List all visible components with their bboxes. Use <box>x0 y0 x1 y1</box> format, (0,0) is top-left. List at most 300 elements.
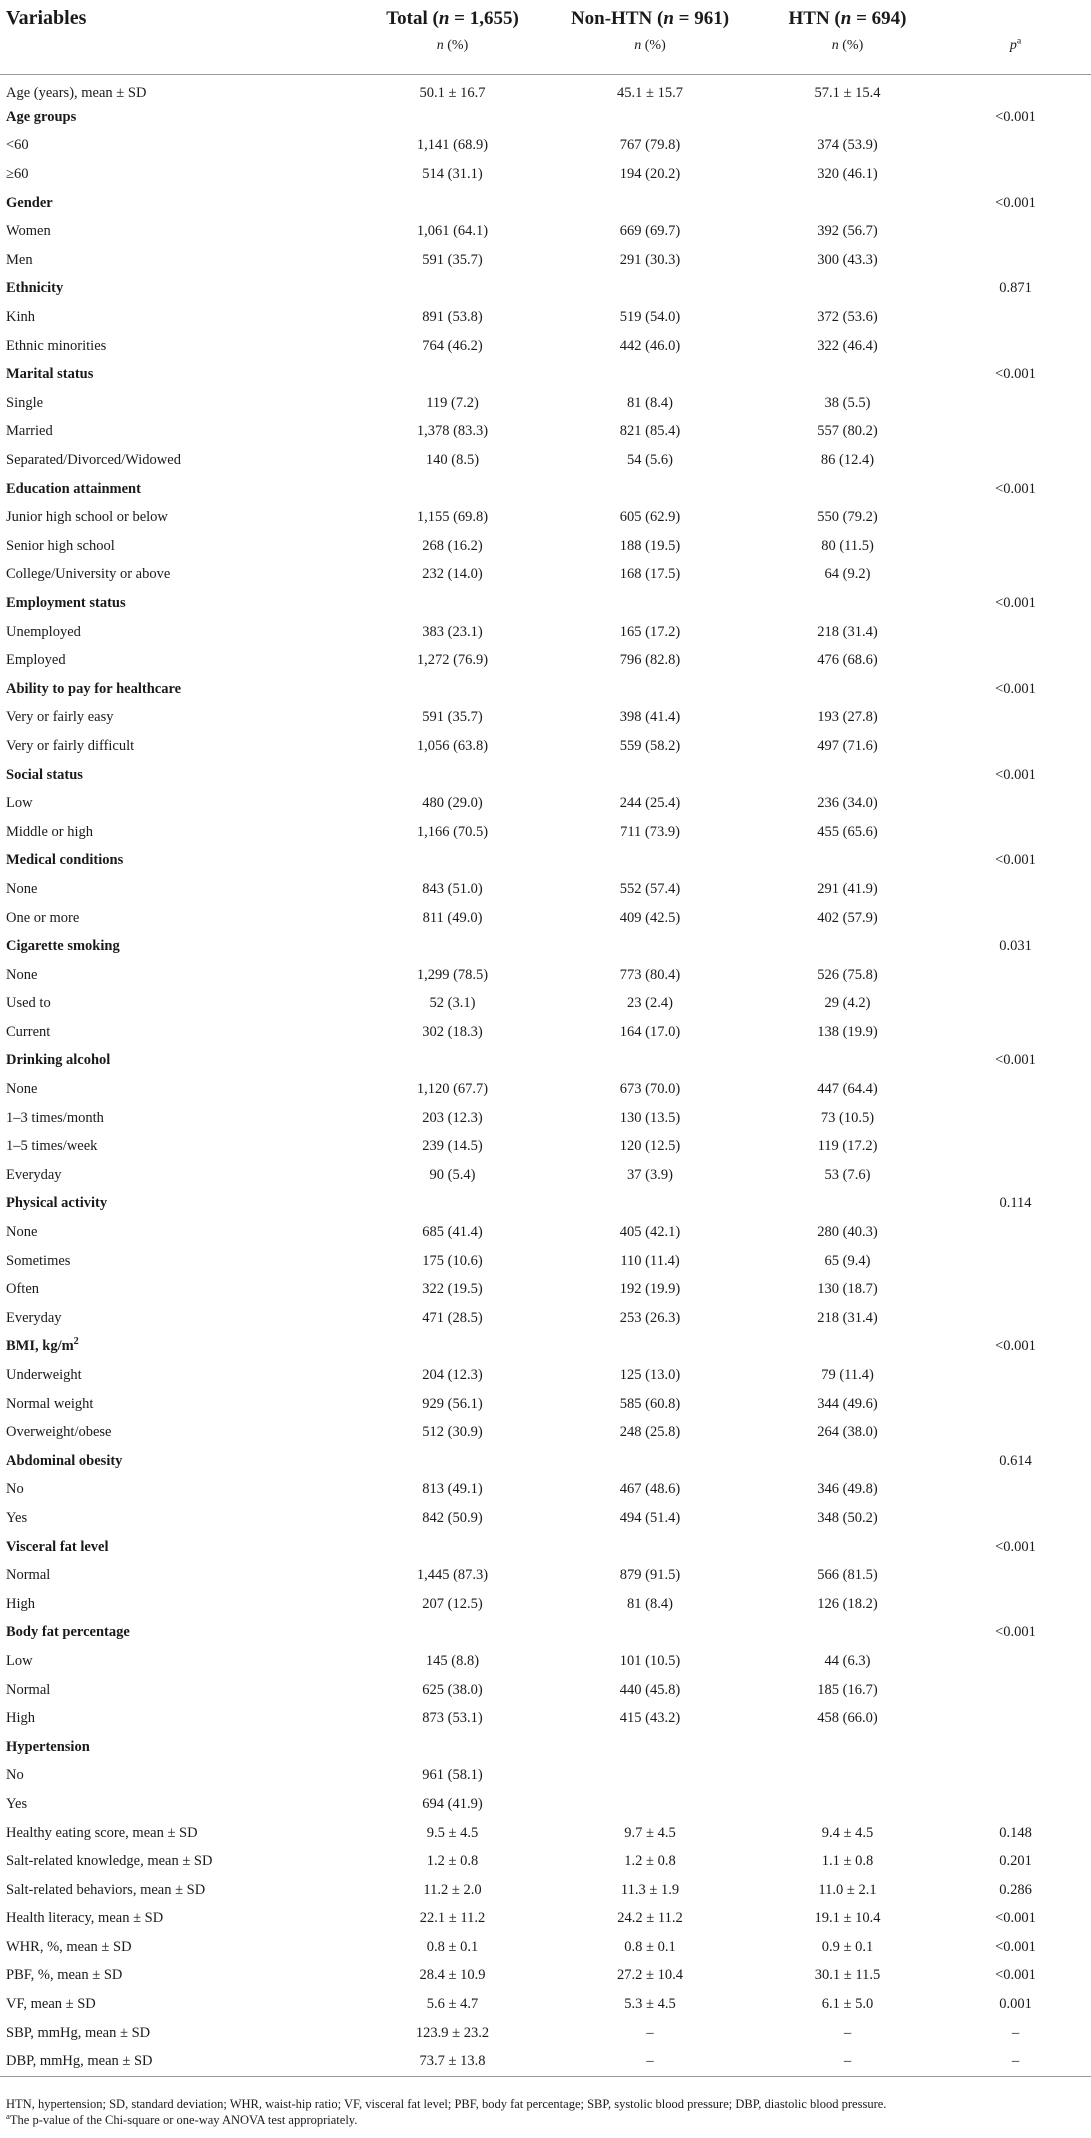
cell-total: 52 (3.1) <box>429 995 476 1012</box>
row-label: 1–5 times/week <box>6 1138 98 1155</box>
cell-non-htn <box>545 189 755 218</box>
row-label: Gender <box>6 194 53 211</box>
cell-htn: 73 (10.5) <box>820 1109 875 1126</box>
cell-p-value: <0.001 <box>995 1538 1036 1555</box>
subheader-total-n-pct: n (%) <box>360 32 545 75</box>
footnotes <box>6 2096 886 2128</box>
cell-total <box>360 360 545 389</box>
row-label: Ethnic minorities <box>6 337 107 354</box>
header-empty <box>940 0 1091 32</box>
cell-non-htn <box>545 761 755 790</box>
cell-p-value: <0.001 <box>995 1967 1036 1984</box>
cell-p-value <box>940 446 1091 475</box>
table-row <box>0 160 1091 189</box>
row-label: Salt-related knowledge, mean ± SD <box>6 1853 213 1870</box>
cell-htn <box>755 1733 940 1762</box>
cell-non-htn: 711 (73.9) <box>620 823 680 840</box>
table-row <box>0 1275 1091 1304</box>
cell-htn: 497 (71.6) <box>817 737 878 754</box>
cell-p-value: <0.001 <box>995 680 1036 697</box>
cell-htn: 65 (9.4) <box>824 1252 871 1269</box>
cell-total <box>360 847 545 876</box>
cell-non-htn: 45.1 ± 15.7 <box>617 84 683 101</box>
cell-htn <box>755 932 940 961</box>
cell-total: 22.1 ± 11.2 <box>419 1910 486 1927</box>
row-label: VF, mean ± SD <box>6 1996 96 2013</box>
row-label: DBP, mmHg, mean ± SD <box>0 2047 360 2076</box>
cell-non-htn: 248 (25.8) <box>619 1424 681 1441</box>
table-row <box>0 847 1091 876</box>
table-row <box>0 1333 1091 1362</box>
cell-htn: 38 (5.5) <box>824 394 871 411</box>
cell-htn <box>755 1047 940 1076</box>
cell-p-value <box>940 1561 1091 1590</box>
cell-total: 322 (19.5) <box>422 1281 483 1298</box>
table-row <box>0 217 1091 246</box>
row-label: Senior high school <box>6 537 115 554</box>
row-label: Yes <box>6 1509 28 1526</box>
cell-non-htn <box>545 1333 755 1362</box>
table-row <box>0 761 1091 790</box>
header-non-htn: Non-HTN (n = 961) <box>570 8 730 29</box>
row-label: Underweight <box>6 1367 82 1384</box>
cell-total <box>360 1447 545 1476</box>
row-label: Very or fairly easy <box>6 709 114 726</box>
table-row <box>0 1933 1091 1962</box>
row-label: ≥60 <box>6 166 29 183</box>
cell-htn: 80 (11.5) <box>821 537 874 554</box>
row-label: None <box>6 880 38 897</box>
table-row <box>0 1762 1091 1791</box>
subheader-p-value: $p^a$ <box>940 32 1091 75</box>
cell-p-value: <0.001 <box>995 766 1036 783</box>
cell-htn: 557 (80.2) <box>817 423 878 440</box>
cell-non-htn: 0.8 ± 0.1 <box>624 1938 676 1955</box>
cell-p-value <box>940 1790 1091 1819</box>
row-label: Often <box>6 1281 40 1298</box>
cell-non-htn <box>545 1619 755 1648</box>
table-row <box>0 932 1091 961</box>
row-label: Normal weight <box>6 1395 94 1412</box>
cell-total: 268 (16.2) <box>422 537 483 554</box>
cell-p-value <box>940 1476 1091 1505</box>
row-label: SBP, mmHg, mean ± SD <box>6 2024 151 2041</box>
cell-htn: 30.1 ± 11.5 <box>814 1967 881 1984</box>
row-label: None <box>6 966 38 983</box>
row-label: Kinh <box>6 309 35 326</box>
cell-htn: 374 (53.9) <box>817 137 878 154</box>
row-label: Cigarette smoking <box>6 938 120 955</box>
cell-htn <box>755 1533 940 1562</box>
cell-htn: 280 (40.3) <box>817 1224 878 1241</box>
table-row <box>0 246 1091 275</box>
table-row <box>0 189 1091 218</box>
cell-total <box>360 1533 545 1562</box>
table-row <box>0 1304 1091 1333</box>
cell-htn: 130 (18.7) <box>817 1281 878 1298</box>
cell-total: 119 (7.2) <box>426 394 479 411</box>
row-label: None <box>6 1224 38 1241</box>
table-row <box>0 475 1091 504</box>
row-label: Single <box>6 394 44 411</box>
row-label: BMI, $kg/m^2$ <box>6 1336 79 1355</box>
cell-p-value <box>940 1218 1091 1247</box>
row-label: Marital status <box>6 366 94 383</box>
cell-p-value <box>940 132 1091 161</box>
row-label: Age groups <box>6 108 77 125</box>
cell-non-htn: 188 (19.5) <box>619 537 681 554</box>
cell-total: 207 (12.5) <box>422 1595 483 1612</box>
row-label: No <box>6 1481 24 1498</box>
cell-non-htn <box>545 103 755 132</box>
table-row <box>0 2019 1091 2048</box>
row-label: Used to <box>6 995 51 1012</box>
footnote-a: $^a$The p-value of the Chi-square or one-way ANOVA test appropriately. <box>6 2110 358 2127</box>
cell-p-value: 0.286 <box>999 1881 1032 1898</box>
cell-htn: 1.1 ± 0.8 <box>821 1853 874 1870</box>
table-row <box>0 1390 1091 1419</box>
cell-non-htn: 24.2 ± 11.2 <box>617 1910 683 1927</box>
row-label: Unemployed <box>6 623 81 640</box>
cell-total: 764 (46.2) <box>422 337 483 354</box>
cell-p-value <box>940 1504 1091 1533</box>
cell-htn <box>755 1790 940 1819</box>
cell-p-value <box>940 1390 1091 1419</box>
cell-htn: 346 (49.8) <box>817 1481 878 1498</box>
row-label: WHR, %, mean ± SD <box>6 1938 132 1955</box>
cell-total: 891 (53.8) <box>422 309 483 326</box>
cell-total <box>360 932 545 961</box>
cell-total: 625 (38.0) <box>422 1681 483 1698</box>
cell-non-htn <box>545 275 755 304</box>
cell-non-htn: 821 (85.4) <box>619 423 681 440</box>
cell-p-value <box>940 389 1091 418</box>
cell-p-value <box>940 618 1091 647</box>
table-row <box>0 303 1091 332</box>
row-label: Junior high school or below <box>6 509 168 526</box>
cell-htn: 185 (16.7) <box>817 1681 878 1698</box>
row-label: High <box>6 1710 35 1727</box>
table-row <box>0 1790 1091 1819</box>
cell-total: 204 (12.3) <box>422 1367 483 1384</box>
row-label: Healthy eating score, mean ± SD <box>6 1824 198 1841</box>
cell-p-value <box>940 1275 1091 1304</box>
cell-non-htn <box>545 1447 755 1476</box>
cell-total: 1,056 (63.8) <box>416 737 489 754</box>
table-row <box>0 1361 1091 1390</box>
cell-p-value <box>940 1418 1091 1447</box>
cell-total: 1,378 (83.3) <box>416 423 489 440</box>
cell-htn: 550 (79.2) <box>817 509 878 526</box>
cell-p-value <box>940 246 1091 275</box>
cell-total: 73.7 ± 13.8 <box>360 2047 545 2076</box>
cell-htn: 236 (34.0) <box>817 795 878 812</box>
cell-total: 480 (29.0) <box>422 795 483 812</box>
cell-total: 1,120 (67.7) <box>416 1081 489 1098</box>
cell-p-value: <0.001 <box>995 480 1036 497</box>
cell-total: 514 (31.1) <box>422 166 483 183</box>
row-label: Married <box>6 423 53 440</box>
cell-htn: 57.1 ± 15.4 <box>814 84 881 101</box>
table-row <box>0 2047 1091 2076</box>
cell-non-htn: 130 (13.5) <box>619 1109 681 1126</box>
cell-non-htn: 552 (57.4) <box>619 880 681 897</box>
cell-non-htn: 669 (69.7) <box>619 223 681 240</box>
cell-non-htn: 519 (54.0) <box>619 309 681 326</box>
cell-htn: 447 (64.4) <box>817 1081 878 1098</box>
cell-htn: 119 (17.2) <box>817 1138 878 1155</box>
cell-non-htn <box>545 847 755 876</box>
cell-p-value: 0.114 <box>999 1195 1032 1212</box>
cell-p-value <box>940 1704 1091 1733</box>
row-label: PBF, %, mean ± SD <box>6 1967 123 1984</box>
table-row <box>0 1590 1091 1619</box>
row-label: Visceral fat level <box>6 1538 109 1555</box>
cell-p-value: <0.001 <box>995 1910 1036 1927</box>
cell-non-htn: 125 (13.0) <box>619 1367 681 1384</box>
cell-total: 0.8 ± 0.1 <box>426 1938 479 1955</box>
cell-non-htn <box>545 1733 755 1762</box>
row-label: Overweight/obese <box>6 1424 112 1441</box>
cell-non-htn: 164 (17.0) <box>619 1023 681 1040</box>
cell-p-value <box>940 1247 1091 1276</box>
header-htn: HTN (n = 694) <box>788 8 907 29</box>
cell-htn <box>755 847 940 876</box>
row-label: Employed <box>6 652 66 669</box>
cell-non-htn: 194 (20.2) <box>619 166 681 183</box>
subheader-empty <box>0 32 360 75</box>
cell-p-value: <0.001 <box>995 594 1036 611</box>
row-label: Low <box>6 1652 33 1669</box>
header-row <box>0 0 1091 32</box>
cell-htn: 44 (6.3) <box>824 1652 871 1669</box>
cell-non-htn: 398 (41.4) <box>619 709 681 726</box>
cell-p-value <box>940 1647 1091 1676</box>
table-row <box>0 704 1091 733</box>
cell-non-htn: 5.3 ± 4.5 <box>624 1996 676 2013</box>
table-row <box>0 1132 1091 1161</box>
cell-htn: 348 (50.2) <box>817 1509 878 1526</box>
cell-htn: 455 (65.6) <box>817 823 878 840</box>
cell-htn: 193 (27.8) <box>817 709 878 726</box>
cell-non-htn <box>545 1190 755 1219</box>
table-row <box>0 1018 1091 1047</box>
cell-total <box>360 761 545 790</box>
table-row <box>0 1876 1091 1905</box>
cell-htn <box>755 189 940 218</box>
cell-total <box>360 275 545 304</box>
cell-non-htn: 605 (62.9) <box>619 509 681 526</box>
cell-total <box>360 589 545 618</box>
cell-htn: 126 (18.2) <box>817 1595 878 1612</box>
row-label: Body fat percentage <box>6 1624 130 1641</box>
table-row <box>0 875 1091 904</box>
cell-total: 813 (49.1) <box>422 1481 483 1498</box>
row-label: Drinking alcohol <box>6 1052 111 1069</box>
cell-total: 873 (53.1) <box>422 1710 483 1727</box>
cell-htn: 0.9 ± 0.1 <box>821 1938 874 1955</box>
cell-p-value <box>940 1361 1091 1390</box>
cell-non-htn: – <box>646 2024 654 2041</box>
cell-p-value <box>940 1590 1091 1619</box>
cell-p-value <box>940 1676 1091 1705</box>
table-row <box>0 1704 1091 1733</box>
cell-htn: 402 (57.9) <box>817 909 878 926</box>
table-row <box>0 1905 1091 1934</box>
cell-non-htn: 168 (17.5) <box>619 566 681 583</box>
cell-non-htn: 773 (80.4) <box>619 966 681 983</box>
cell-p-value <box>940 1161 1091 1190</box>
cell-htn <box>755 1762 940 1791</box>
row-label: Education attainment <box>6 480 141 497</box>
cell-total: 383 (23.1) <box>422 623 483 640</box>
row-label: High <box>6 1595 35 1612</box>
subheader-non-htn-n-pct: n (%) <box>545 32 755 75</box>
header-total: Total (n = 1,655) <box>386 8 519 29</box>
cell-htn: 458 (66.0) <box>817 1710 878 1727</box>
cell-total: 50.1 ± 16.7 <box>419 84 486 101</box>
cell-total: 11.2 ± 2.0 <box>423 1881 482 1898</box>
cell-non-htn: 120 (12.5) <box>619 1138 681 1155</box>
table-row <box>0 1533 1091 1562</box>
cell-htn: 138 (19.9) <box>817 1023 878 1040</box>
cell-total: 140 (8.5) <box>425 452 480 469</box>
cell-total: 90 (5.4) <box>429 1166 476 1183</box>
table-row <box>0 103 1091 132</box>
cell-non-htn: 253 (26.3) <box>619 1309 681 1326</box>
cell-non-htn: 440 (45.8) <box>619 1681 681 1698</box>
cell-non-htn: 110 (11.4) <box>620 1252 680 1269</box>
cell-htn <box>755 1190 940 1219</box>
table-row <box>0 1418 1091 1447</box>
cell-non-htn: 415 (43.2) <box>619 1710 681 1727</box>
cell-non-htn: 405 (42.1) <box>619 1224 681 1241</box>
cell-htn <box>755 275 940 304</box>
table-row <box>0 1075 1091 1104</box>
table-row <box>0 532 1091 561</box>
row-label: Hypertension <box>6 1738 90 1755</box>
cell-total <box>360 1733 545 1762</box>
cell-total: 28.4 ± 10.9 <box>419 1967 486 1984</box>
cell-p-value <box>940 1018 1091 1047</box>
table-row <box>0 360 1091 389</box>
cell-htn: 392 (56.7) <box>817 223 878 240</box>
cell-p-value <box>940 1733 1091 1762</box>
row-label: One or more <box>6 909 80 926</box>
cell-htn: 218 (31.4) <box>817 623 878 640</box>
table-row <box>0 332 1091 361</box>
cell-non-htn: 291 (30.3) <box>619 251 681 268</box>
cell-non-htn <box>545 1790 755 1819</box>
cell-total: 239 (14.5) <box>422 1138 483 1155</box>
cell-total: 842 (50.9) <box>422 1509 483 1526</box>
table-row <box>0 1647 1091 1676</box>
table-row <box>0 990 1091 1019</box>
row-label: Health literacy, mean ± SD <box>6 1910 164 1927</box>
row-label: College/University or above <box>6 566 171 583</box>
subheader-row <box>0 32 1091 75</box>
table-row <box>0 904 1091 933</box>
cell-p-value <box>940 990 1091 1019</box>
table-row <box>0 503 1091 532</box>
table-row <box>0 1104 1091 1133</box>
cell-non-htn <box>545 1047 755 1076</box>
cell-total: 1,061 (64.1) <box>416 223 489 240</box>
cell-p-value <box>940 704 1091 733</box>
cell-htn: 19.1 ± 10.4 <box>814 1910 881 1927</box>
cell-non-htn: 11.3 ± 1.9 <box>620 1881 680 1898</box>
cell-total <box>360 475 545 504</box>
cell-total: 591 (35.7) <box>422 251 483 268</box>
table-row <box>0 1161 1091 1190</box>
cell-p-value: 0.031 <box>999 938 1032 955</box>
cell-non-htn: 165 (17.2) <box>619 623 681 640</box>
cell-non-htn: 54 (5.6) <box>627 452 673 469</box>
cell-non-htn: 81 (8.4) <box>627 1595 673 1612</box>
cell-p-value: <0.001 <box>995 1938 1036 1955</box>
table-row <box>0 1190 1091 1219</box>
cell-total: 5.6 ± 4.7 <box>426 1996 479 2013</box>
cell-htn: – <box>755 2047 940 2076</box>
row-label: None <box>6 1081 38 1098</box>
row-label: Ability to pay for healthcare <box>6 680 182 697</box>
cell-non-htn <box>545 589 755 618</box>
cell-total: 1,155 (69.8) <box>416 509 489 526</box>
cell-total: 512 (30.9) <box>422 1424 483 1441</box>
cell-htn: 322 (46.4) <box>817 337 878 354</box>
cell-total: 929 (56.1) <box>422 1395 483 1412</box>
cell-htn: 526 (75.8) <box>817 966 878 983</box>
cell-p-value <box>940 532 1091 561</box>
table-row <box>0 561 1091 590</box>
cell-p-value <box>940 303 1091 332</box>
cell-htn: 6.1 ± 5.0 <box>821 1996 874 2013</box>
table-row <box>0 646 1091 675</box>
cell-p-value: <0.001 <box>995 1338 1036 1355</box>
cell-total <box>360 189 545 218</box>
cell-htn: 53 (7.6) <box>824 1166 871 1183</box>
table-row <box>0 132 1091 161</box>
cell-total <box>360 103 545 132</box>
cell-htn: 372 (53.6) <box>817 309 878 326</box>
cell-htn: 291 (41.9) <box>817 880 878 897</box>
cell-non-htn: 585 (60.8) <box>619 1395 681 1412</box>
cell-htn <box>755 589 940 618</box>
cell-total: 961 (58.1) <box>422 1767 483 1784</box>
cell-p-value: <0.001 <box>995 366 1036 383</box>
cell-non-htn: 796 (82.8) <box>619 652 681 669</box>
cell-non-htn: 442 (46.0) <box>619 337 681 354</box>
cell-htn <box>755 475 940 504</box>
cell-total: 1.2 ± 0.8 <box>426 1853 479 1870</box>
table-row <box>0 1819 1091 1848</box>
table-row <box>0 732 1091 761</box>
cell-total <box>360 1619 545 1648</box>
cell-p-value <box>940 789 1091 818</box>
table-row <box>0 818 1091 847</box>
cell-non-htn <box>545 360 755 389</box>
cell-total: 685 (41.4) <box>422 1224 483 1241</box>
cell-p-value <box>940 160 1091 189</box>
cell-htn: 86 (12.4) <box>820 452 875 469</box>
table-row <box>0 1447 1091 1476</box>
cell-p-value <box>940 1304 1091 1333</box>
cell-p-value: <0.001 <box>995 1624 1036 1641</box>
cell-total: 471 (28.5) <box>422 1309 483 1326</box>
cell-non-htn: 37 (3.9) <box>627 1166 673 1183</box>
cell-p-value: 0.614 <box>999 1452 1032 1469</box>
table-row <box>0 1218 1091 1247</box>
